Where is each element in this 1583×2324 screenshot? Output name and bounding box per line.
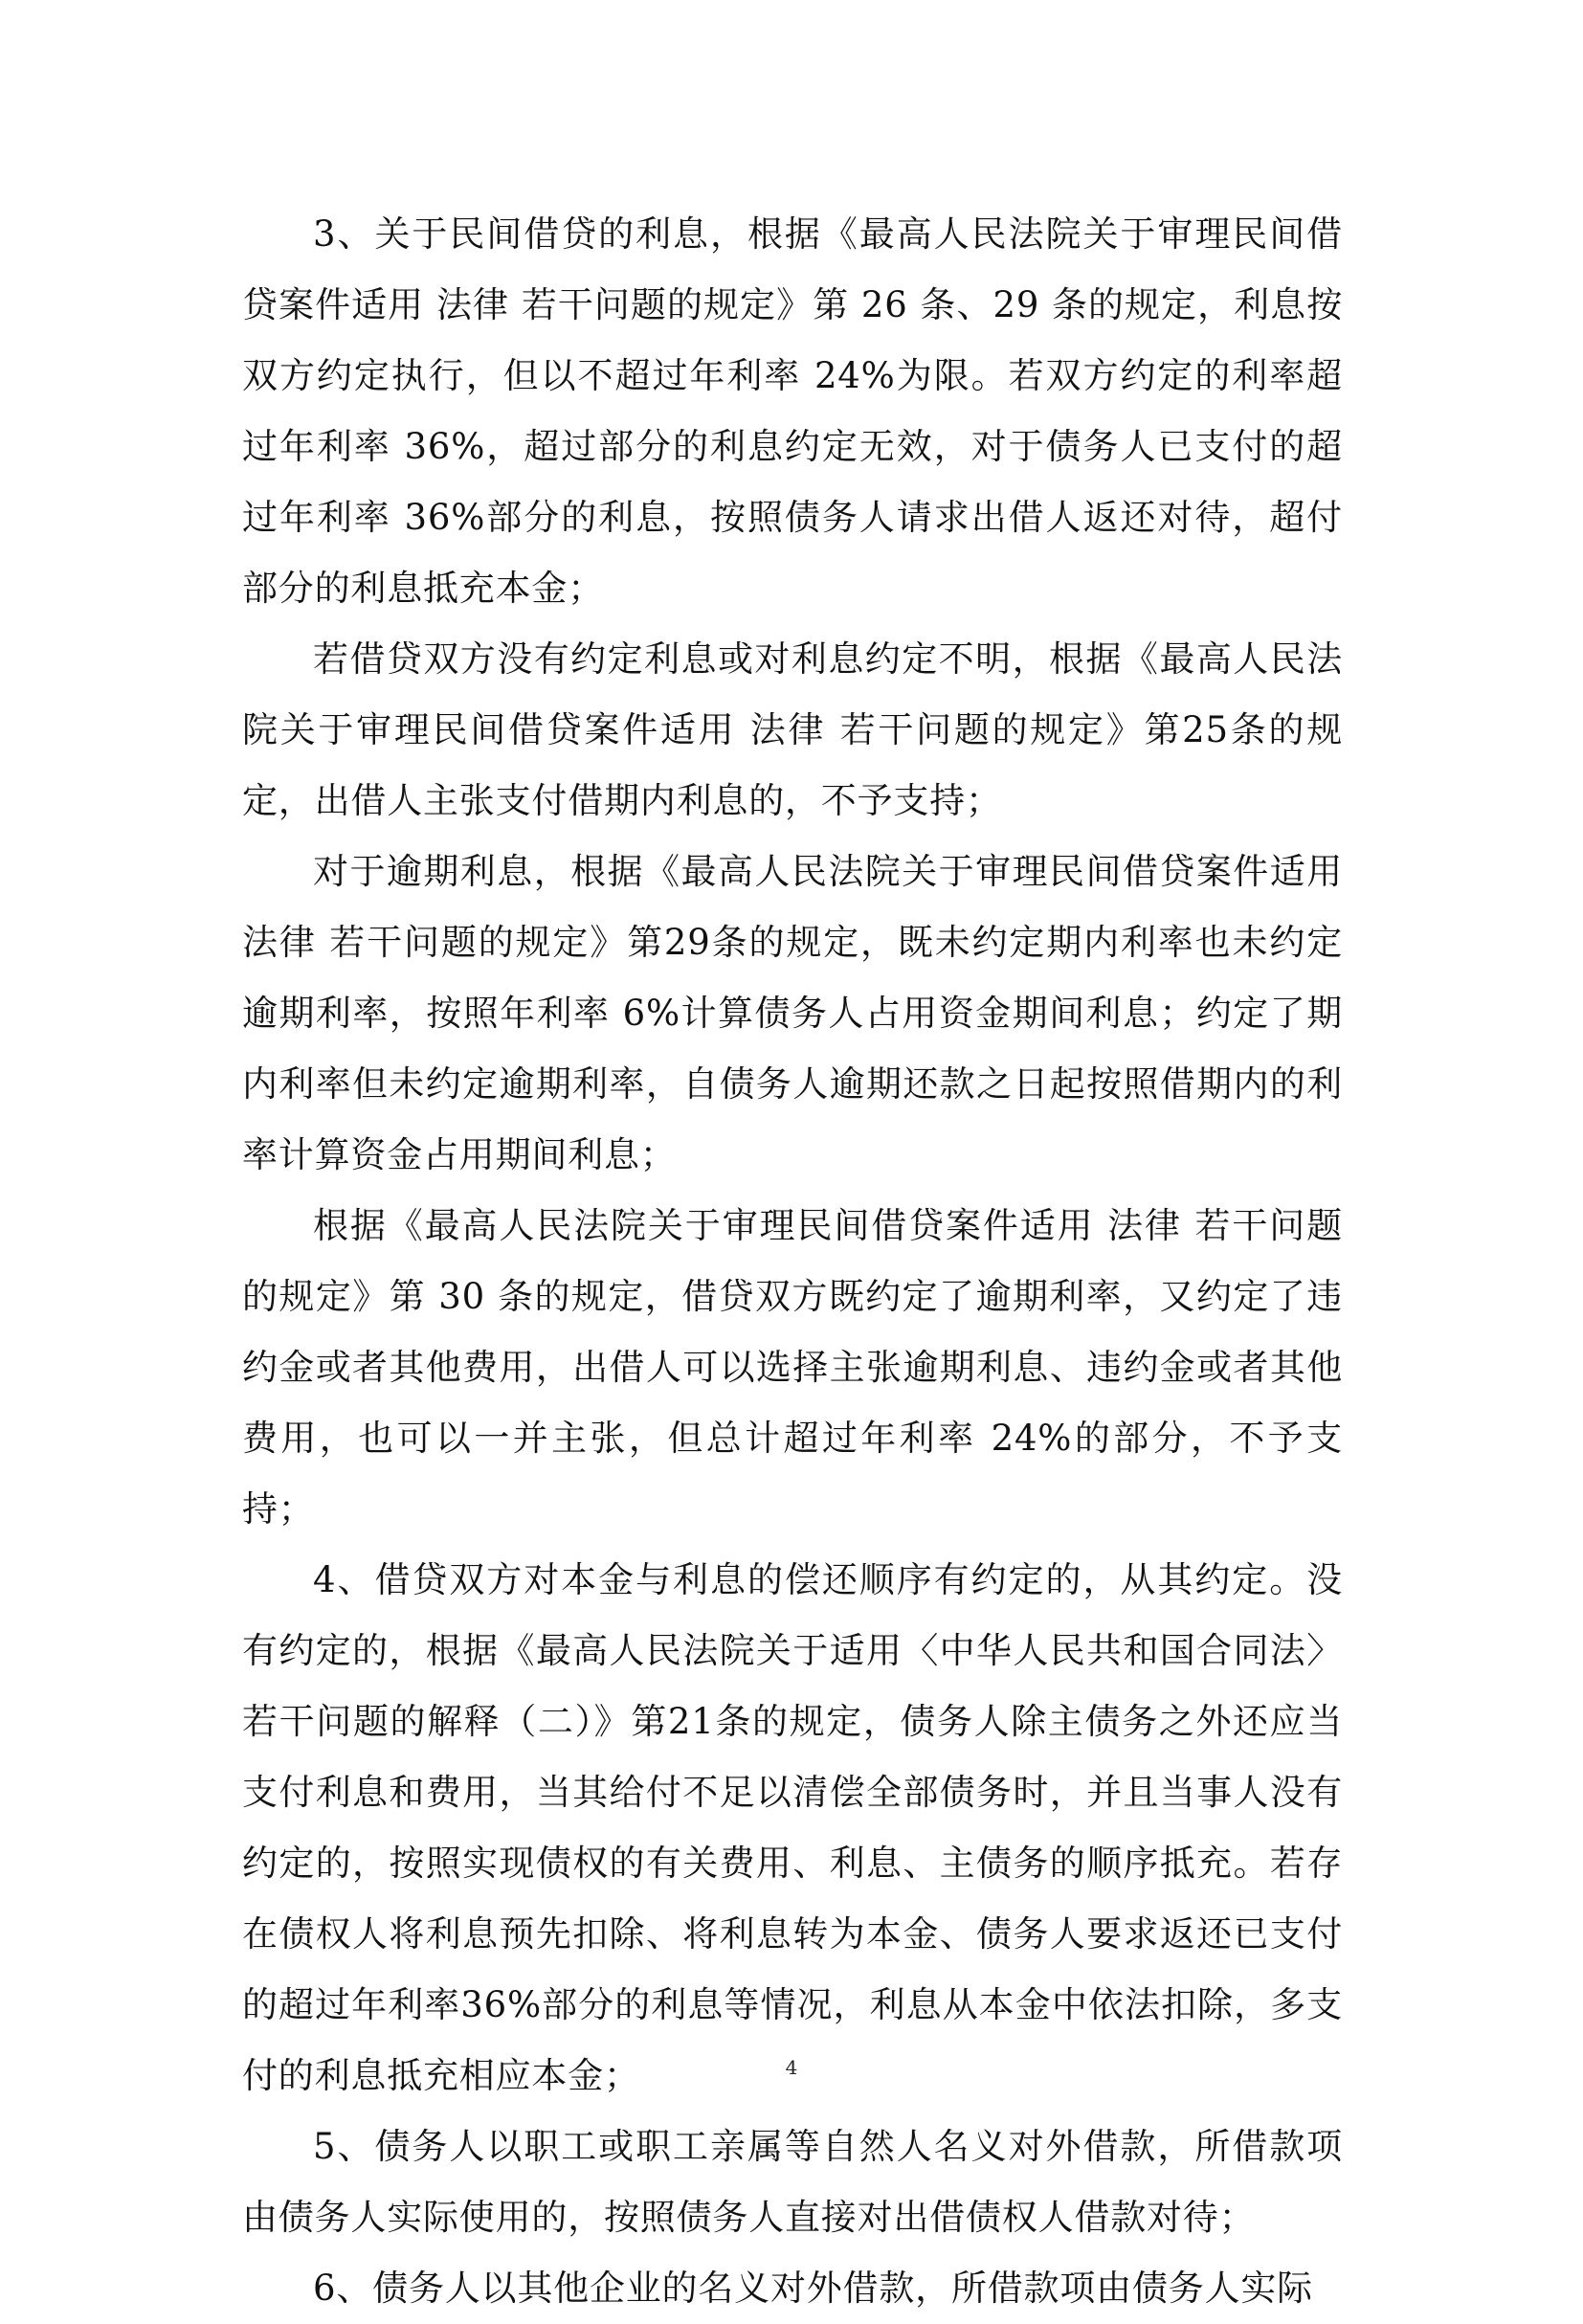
paragraph-other-enterprise-loans: 6、债务人以其他企业的名义对外借款，所借款项由债务人实际 bbox=[313, 2268, 1313, 2309]
paragraph-interest-rules: 3、关于民间借贷的利息，根据《最高人民法院关于审理民间借贷案件适用 法律 若干问题的规定》第 26 条、29 条的规定，利息按双方约定执行，但以不超过年利率 24%为限。若双方约定的利率超过年利率 36%，超过部分的利息约定无效，对于债务人已支付的超过年利率 36%部分的利息，按照债务人请求出借人返还对待，超付部分的利息抵充本金； bbox=[242, 213, 1343, 609]
document-body bbox=[242, 199, 1343, 2324]
page-number: 4 bbox=[785, 2056, 798, 2079]
paragraph-overdue-interest: 对于逾期利息，根据《最高人民法院关于审理民间借贷案件适用法律 若干问题的规定》第29条的规定，既未约定期内利率也未约定逾期利率，按照年利率 6%计算债务人占用资金期间利息；约定了期内利率但未约定逾期利率，自债务人逾期还款之日起按照借期内的利率计算资金占用期间利息； bbox=[242, 851, 1343, 1175]
paragraph-no-interest-agreement: 若借贷双方没有约定利息或对利息约定不明，根据《最高人民法院关于审理民间借贷案件适用 法律 若干问题的规定》第25条的规定，出借人主张支付借期内利息的，不予支持； bbox=[242, 638, 1343, 821]
paragraph-employee-loans: 5、债务人以职工或职工亲属等自然人名义对外借款，所借款项由债务人实际使用的，按照债务人直接对出借债权人借款对待； bbox=[242, 2126, 1343, 2238]
paragraph-penalty-and-fees: 根据《最高人民法院关于审理民间借贷案件适用 法律 若干问题的规定》第 30 条的规定，借贷双方既约定了逾期利率，又约定了违约金或者其他费用，出借人可以选择主张逾期利息、违约金或者其他费用，也可以一并主张，但总计超过年利率 24%的部分，不予支持； bbox=[242, 1205, 1343, 1530]
paragraph-repayment-order: 4、借贷双方对本金与利息的偿还顺序有约定的，从其约定。没有约定的，根据《最高人民法院关于适用〈中华人民共和国合同法〉若干问题的解释（二）》第21条的规定，债务人除主债务之外还应当支付利息和费用，当其给付不足以清偿全部债务时，并且当事人没有约定的，按照实现债权的有关费用、利息、主债务的顺序抵充。若存在债权人将利息预先扣除、将利息转为本金、债务人要求返还已支付的超过年利率36%部分的利息等情况，利息从本金中依法扣除，多支付的利息抵充相应本金； bbox=[242, 1559, 1343, 2096]
